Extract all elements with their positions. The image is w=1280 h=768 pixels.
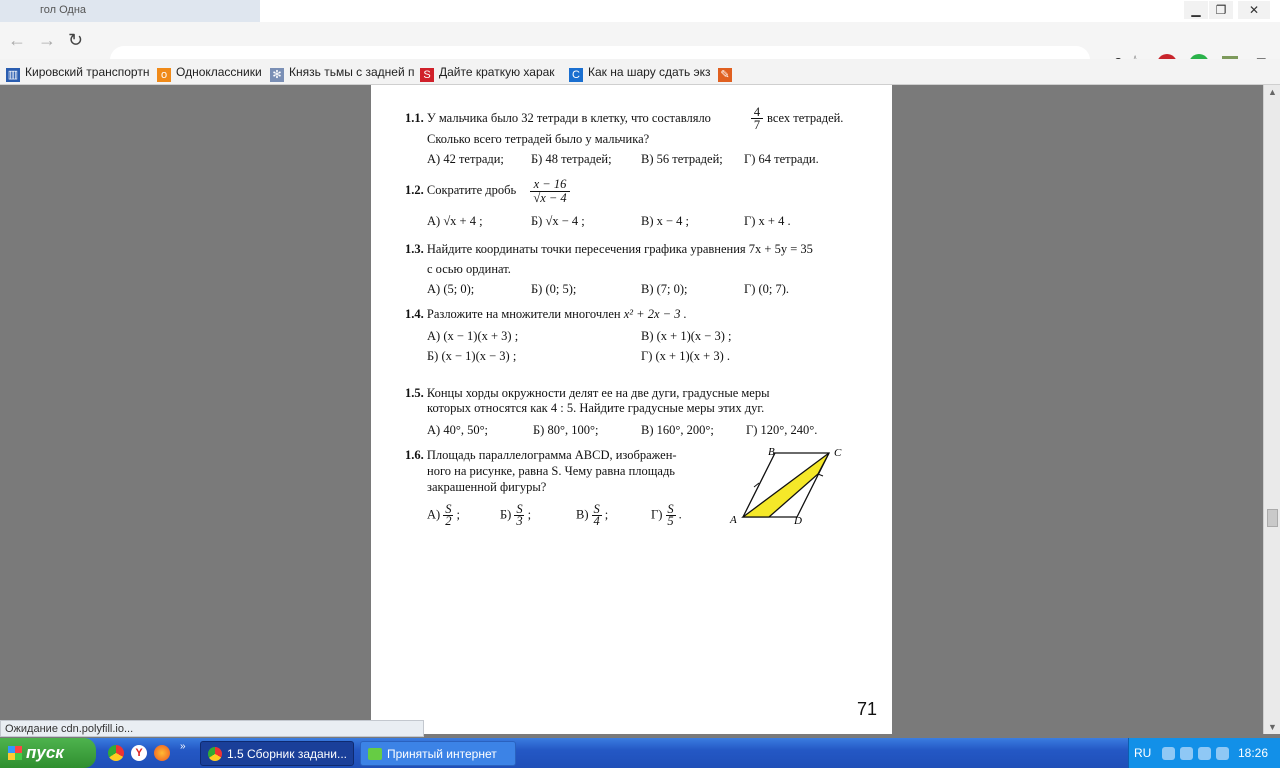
taskbar	[0, 738, 1280, 768]
network-icon[interactable]	[1216, 747, 1229, 760]
taskbar-task-browser[interactable]: 1.5 Сборник задани...	[200, 741, 354, 766]
answer-option: В) (7; 0);	[641, 282, 688, 296]
viber-icon[interactable]	[1180, 747, 1193, 760]
c-logo-icon: C	[569, 68, 583, 82]
answer-option: В) (x + 1)(x − 3) ;	[641, 329, 732, 343]
language-indicator[interactable]: RU	[1134, 746, 1152, 760]
answer-option: Б) (x − 1)(x − 3) ;	[427, 349, 517, 363]
scrollbar-thumb[interactable]	[1267, 509, 1278, 527]
tray-arrow-icon[interactable]	[1162, 747, 1175, 760]
answer-option: Б) √x − 4 ;	[531, 214, 585, 228]
browser-toolbar	[0, 22, 1280, 59]
ok-icon: о	[157, 68, 171, 82]
problem-1-1-line1-end: всех тетрадей.	[767, 111, 844, 125]
problem-1-6-line2: ного на рисунке, равна S. Чему равна площадь	[427, 464, 676, 478]
answer-option: Г) x + 4 .	[744, 214, 791, 228]
answer-option: Г) 64 тетради.	[744, 152, 819, 166]
answer-option: А) (x − 1)(x + 3) ;	[427, 329, 519, 343]
problem-1-6-line1: 1.6. Площадь параллелограмма ABCD, изображен-	[405, 448, 677, 462]
s-logo-icon: S	[420, 68, 434, 82]
answer-option: Г) (0; 7).	[744, 282, 790, 296]
vertex-b-label: B	[768, 446, 775, 458]
page-number: 71	[857, 699, 878, 719]
document-page	[371, 85, 892, 734]
back-icon[interactable]: ←	[8, 30, 26, 50]
reload-icon[interactable]: ↻	[68, 30, 84, 50]
vertex-c-label: C	[834, 447, 842, 459]
problem-1-1-line1: 1.1. У мальчика было 32 тетради в клетку, что составляло	[405, 111, 711, 125]
bookmark-item[interactable]: C Как на шару сдать экз	[569, 63, 711, 81]
answer-option: Б) 48 тетрадей;	[531, 152, 612, 166]
fraction-4-7: 4 7	[751, 106, 763, 131]
bookmark-item[interactable]: ▥ Кировский транспортн	[7, 65, 150, 81]
tab-title: гол Одна	[40, 4, 87, 16]
fraction-x16: x − 16 √x − 4	[530, 178, 570, 205]
bookmark-item[interactable]: S Дайте краткую харак	[420, 63, 555, 81]
chrome-icon[interactable]	[108, 745, 124, 761]
status-bar: Ожидание cdn.polyfill.io...	[0, 720, 424, 737]
problem-1-1-line2: Сколько всего тетрадей было у мальчика?	[427, 132, 650, 146]
more-icon[interactable]: »	[180, 741, 186, 752]
answer-option: А) (5; 0);	[427, 282, 475, 296]
vertex-a-label: A	[730, 514, 737, 526]
vertex-d-label: D	[794, 515, 802, 527]
parallelogram-figure	[726, 443, 856, 528]
answer-option: Б) (0; 5);	[531, 282, 577, 296]
answer-option: Г) $\frac{S}{5}$ .	[651, 502, 682, 528]
yandex-icon[interactable]: Y	[131, 745, 147, 761]
minimize-button[interactable]: ▁	[1184, 1, 1208, 19]
snowflake-icon: ✻	[270, 68, 284, 82]
scroll-down-icon[interactable]: ▼	[1268, 722, 1277, 732]
forward-icon[interactable]: →	[38, 30, 56, 50]
scroll-up-icon[interactable]: ▲	[1268, 87, 1277, 97]
browser-tab[interactable]	[0, 0, 260, 22]
answer-option: В) $\frac{S}{4}$ ;	[576, 502, 609, 528]
close-button[interactable]: ✕	[1238, 1, 1270, 19]
firefox-icon[interactable]	[154, 745, 170, 761]
answer-option: Г) (x + 1)(x + 3) .	[641, 349, 731, 363]
answer-option: В) 56 тетрадей;	[641, 152, 723, 166]
problem-1-2-line1: 1.2. Сократите дробь	[405, 183, 517, 197]
bookmark-item[interactable]: о Одноклассники	[157, 63, 262, 81]
answer-option: Б) 80°, 100°;	[533, 423, 599, 437]
bookmark-item[interactable]	[718, 63, 737, 81]
answer-option: Г) 120°, 240°.	[746, 423, 818, 437]
vertical-scrollbar[interactable]	[1263, 85, 1280, 734]
title-bar	[0, 0, 1280, 22]
chrome-icon	[208, 747, 222, 761]
answer-option: А) 42 тетради;	[427, 152, 504, 166]
windows-logo-icon	[8, 746, 22, 760]
problem-1-3-line1: 1.3. Найдите координаты точки пересечения графика уравнения 7x + 5y = 35	[405, 242, 813, 256]
chart-icon: ▥	[7, 69, 19, 81]
taskbar-task-mail[interactable]: Принятый интернет	[360, 741, 516, 766]
problem-1-5-line2: которых относятся как 4 : 5. Найдите градусные меры этих дуг.	[427, 401, 765, 415]
answer-option: В) 160°, 200°;	[641, 423, 714, 437]
bookmark-item[interactable]: ✻ Князь тьмы с задней п	[270, 63, 415, 81]
shield-icon[interactable]	[1198, 747, 1211, 760]
problem-1-3-line2: с осью ординат.	[427, 262, 511, 276]
clock: 18:26	[1238, 746, 1269, 760]
problem-1-6-line3: закрашенной фигуры?	[427, 480, 547, 494]
restore-button[interactable]: ❐	[1209, 1, 1233, 19]
answer-option: В) x − 4 ;	[641, 214, 690, 228]
mail-icon	[368, 748, 382, 760]
answer-option: А) √x + 4 ;	[427, 214, 483, 228]
answer-option: А) $\frac{S}{2}$ ;	[427, 502, 460, 528]
start-button[interactable]: пуск	[0, 738, 96, 768]
answer-option: Б) $\frac{S}{3}$ ;	[500, 502, 532, 528]
answer-option: А) 40°, 50°;	[427, 423, 489, 437]
flame-icon: ✎	[718, 68, 732, 82]
bookmarks-bar	[0, 59, 1280, 85]
problem-1-5-line1: 1.5. Концы хорды окружности делят ее на две дуги, градусные меры	[405, 386, 770, 400]
problem-1-4-line1: 1.4. Разложите на множители многочлен x² + 2x − 3 .	[405, 307, 687, 321]
